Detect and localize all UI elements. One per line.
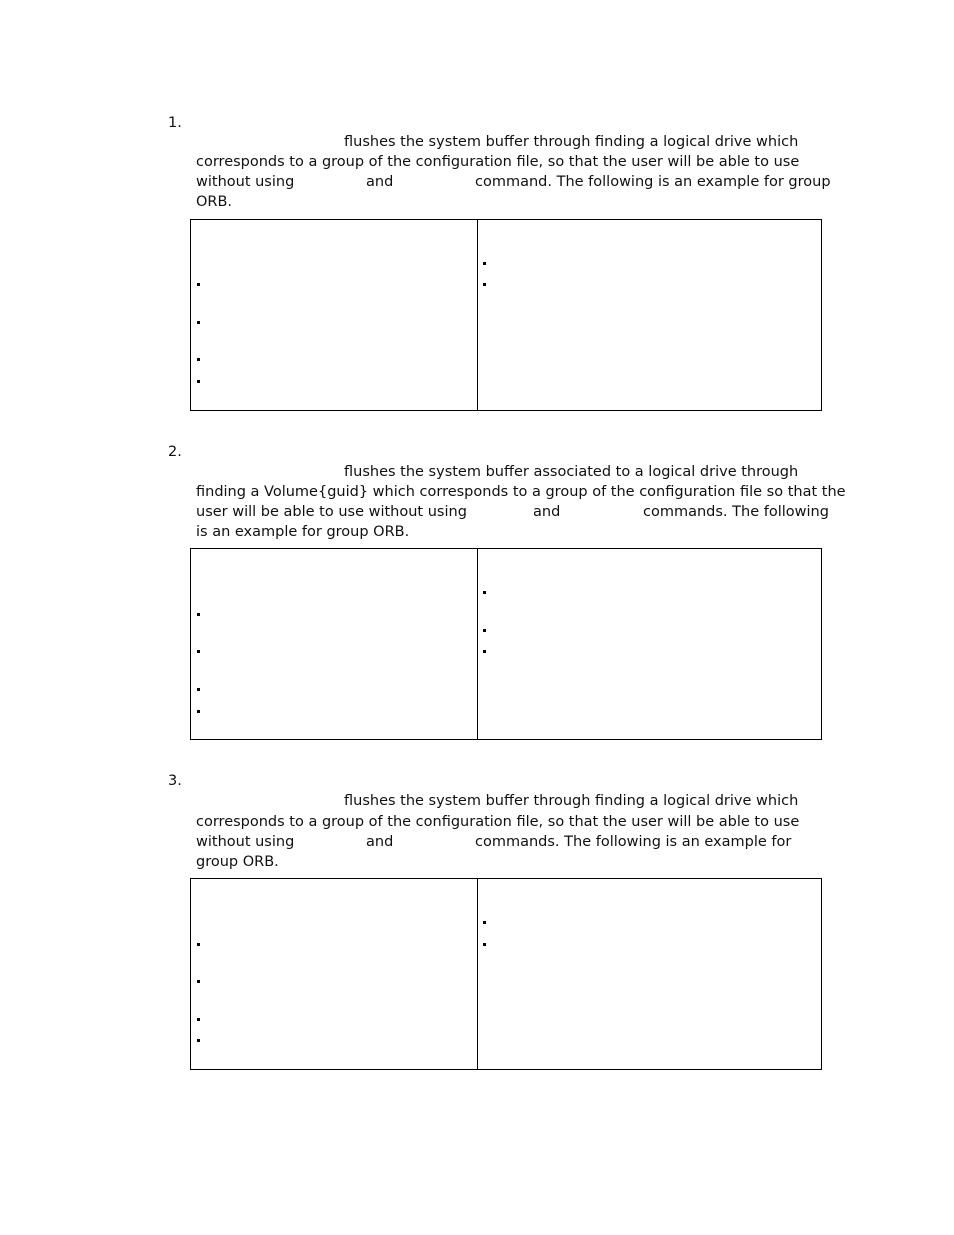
paragraph-line: group ORB.: [196, 854, 279, 870]
bullet-icon: [197, 688, 200, 691]
bullet-icon: [197, 943, 200, 946]
bullet-icon: [483, 921, 486, 924]
paragraph-line: flushes the system buffer through finding a logical drive which: [344, 793, 799, 809]
paragraph-line: corresponds to a group of the configuration file, so that the user will be able to use: [196, 154, 800, 170]
bullet-icon: [197, 283, 200, 286]
bullet-icon: [483, 943, 486, 946]
section-number: 3.: [168, 773, 182, 789]
paragraph-line: and: [366, 834, 394, 850]
paragraph-line: user will be able to use without using: [196, 504, 467, 520]
paragraph-line: corresponds to a group of the configuration file, so that the user will be able to use: [196, 814, 800, 830]
bullet-icon: [197, 980, 200, 983]
bullet-icon: [197, 358, 200, 361]
paragraph-line: command. The following is an example for group: [475, 174, 831, 190]
paragraph-line: flushes the system buffer through finding a logical drive which: [344, 134, 799, 150]
paragraph-line: commands. The following: [643, 504, 829, 520]
section-number: 1.: [168, 115, 182, 131]
bullet-icon: [197, 321, 200, 324]
bullet-icon: [197, 1018, 200, 1021]
example-table: [190, 878, 822, 1070]
bullet-icon: [483, 262, 486, 265]
paragraph-line: and: [533, 504, 561, 520]
bullet-icon: [483, 283, 486, 286]
bullet-icon: [197, 613, 200, 616]
paragraph-line: and: [366, 174, 394, 190]
table-divider: [477, 549, 478, 739]
paragraph-line: is an example for group ORB.: [196, 524, 410, 540]
table-divider: [477, 879, 478, 1069]
bullet-icon: [197, 710, 200, 713]
paragraph-line: commands. The following is an example for: [475, 834, 792, 850]
paragraph-line: without using: [196, 174, 295, 190]
bullet-icon: [483, 591, 486, 594]
bullet-icon: [197, 1039, 200, 1042]
paragraph-line: finding a Volume{guid} which corresponds to a group of the configuration file so that the: [196, 484, 846, 500]
bullet-icon: [197, 380, 200, 383]
bullet-icon: [483, 629, 486, 632]
table-divider: [477, 220, 478, 410]
paragraph-line: ORB.: [196, 194, 233, 210]
paragraph-line: without using: [196, 834, 295, 850]
bullet-icon: [197, 650, 200, 653]
example-table: [190, 219, 822, 411]
example-table: [190, 548, 822, 740]
bullet-icon: [483, 650, 486, 653]
section-number: 2.: [168, 444, 182, 460]
paragraph-line: flushes the system buffer associated to a logical drive through: [344, 464, 799, 480]
